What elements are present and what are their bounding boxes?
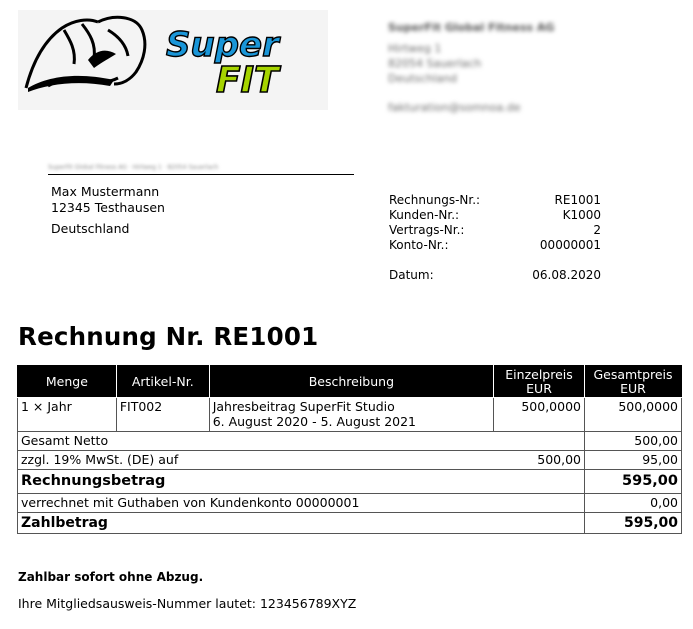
payable-value: 595,00 [585, 513, 682, 534]
company-country: Deutschland [388, 72, 458, 85]
invoice-total-label: Rechnungsbetrag [18, 470, 585, 494]
col-header-article: Artikel-Nr. [116, 366, 209, 398]
credit-label: verrechnet mit Guthaben von Kundenkonto 00000001 [18, 494, 585, 513]
sender-return-line [48, 164, 354, 175]
payment-terms: Zahlbar sofort ohne Abzug. [18, 570, 204, 584]
meta-value: 2 [593, 223, 601, 237]
table-row-payable [18, 513, 682, 534]
vat-value: 95,00 [585, 451, 682, 470]
table-row-invoice-total [18, 470, 682, 494]
company-logo [18, 10, 328, 110]
item-desc-l1: Jahresbeitrag SuperFit Studio [212, 399, 395, 414]
meta-label: Rechnungs-Nr.: [389, 193, 481, 207]
figure-shadow-icon [28, 76, 114, 92]
recipient-city: 12345 Testhausen [51, 199, 165, 215]
col-header-total-l2: EUR [620, 380, 646, 396]
recipient-address [51, 184, 165, 237]
net-value: 500,00 [585, 432, 682, 451]
col-header-qty: Menge [18, 366, 117, 398]
meta-row-invoice-no [389, 193, 601, 208]
item-qty: 1 × Jahr [18, 398, 117, 432]
table-row-vat [18, 451, 682, 470]
table-row-credit [18, 494, 682, 513]
col-header-unit-price [494, 366, 585, 398]
company-name: SuperFit Global Fitness AG [388, 21, 555, 34]
item-total-price: 500,0000 [585, 398, 682, 432]
col-header-desc: Beschreibung [209, 366, 493, 398]
col-header-total-price [585, 366, 682, 398]
invoice-table [17, 365, 682, 534]
table-row-net [18, 432, 682, 451]
item-unit-price: 500,0000 [494, 398, 585, 432]
meta-label: Vertrags-Nr.: [389, 223, 465, 237]
logo-text-fit: FIT [216, 60, 279, 101]
sender-line-text: SuperFit Global Fitness AG · Hirtweg 1 · 82054 Sauerlach [48, 164, 219, 171]
meta-label: Datum: [389, 268, 434, 282]
recipient-country: Deutschland [51, 221, 130, 236]
logo-text-super: Super [166, 25, 279, 65]
meta-row-date [389, 268, 601, 283]
meta-row-account-no [389, 238, 601, 253]
meta-row-customer-no [389, 208, 601, 223]
vat-label: zzgl. 19% MwSt. (DE) auf [18, 451, 494, 470]
meta-row-contract-no [389, 223, 601, 238]
vat-base: 500,00 [494, 451, 585, 470]
table-header-row [18, 366, 682, 398]
membership-number-note: Ihre Mitgliedsausweis-Nummer lautet: 123456789XYZ [18, 596, 357, 611]
meta-label: Kunden-Nr.: [389, 208, 460, 222]
meta-value: RE1001 [554, 193, 601, 207]
company-email: fakturation@somnoa.de [388, 101, 521, 114]
recipient-name: Max Mustermann [51, 184, 160, 199]
invoice-total-value: 595,00 [585, 470, 682, 494]
payable-label: Zahlbetrag [18, 513, 585, 534]
item-desc [209, 398, 493, 432]
company-address-block [388, 20, 588, 115]
company-city: 82054 Sauerlach [388, 57, 482, 70]
meta-value: 06.08.2020 [532, 268, 601, 282]
col-header-unit-l1: Einzelpreis [505, 366, 573, 382]
credit-value: 0,00 [585, 494, 682, 513]
col-header-unit-l2: EUR [526, 380, 552, 396]
company-street: Hirtweg 1 [388, 42, 442, 55]
invoice-title: Rechnung Nr. RE1001 [18, 322, 319, 351]
meta-label: Konto-Nr.: [389, 238, 449, 252]
net-label: Gesamt Netto [18, 432, 585, 451]
meta-value: 00000001 [539, 238, 601, 252]
meta-value: K1000 [562, 208, 601, 222]
invoice-meta [389, 193, 601, 283]
table-row-item [18, 398, 682, 432]
item-article: FIT002 [116, 398, 209, 432]
col-header-total-l1: Gesamtpreis [593, 366, 673, 382]
item-desc-l2: 6. August 2020 - 5. August 2021 [212, 414, 417, 429]
